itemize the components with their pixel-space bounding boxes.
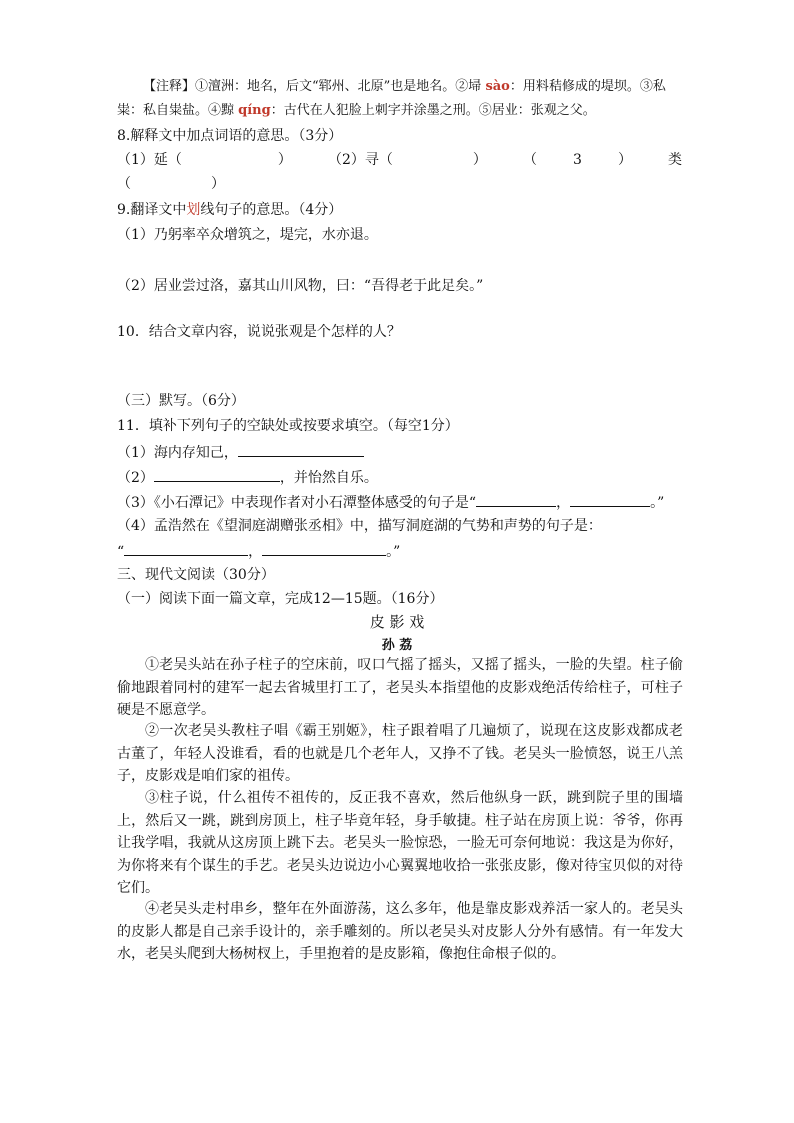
note-text: 粜：私自粜盐。④黥 [117,103,239,118]
q8-item-3-line2: （ ） [117,176,225,192]
q8-title: 8.解释文中加点词语的意思。（3分） [117,128,343,144]
part3-title: 三、现代文阅读（30分） [117,567,275,583]
answer-blank[interactable] [154,467,280,482]
note-text: 【注释】①澶洲：地名，后文“郓州、北原”也是地名。②埽 [143,79,486,94]
article-title: 皮 影 戏 [369,613,425,631]
q8-item-2: （2）寻（ ） [327,152,487,168]
pinyin-qing: qíng [238,103,271,118]
answer-blank[interactable] [238,442,364,457]
part3-sub: （一）阅读下面一篇文章，完成12—15题。（16分） [117,591,444,607]
q9-sentence-1: （1）乃躬率卒众增筑之，堤完，水亦退。 [117,227,378,243]
q8-item-3-num: 3 [572,152,582,168]
section3-title: （三）默写。（6分） [117,393,245,409]
q8-item-1: （1）延（ ） [117,152,292,168]
q9-red-char: 划 [186,202,201,218]
answer-blank[interactable] [476,492,556,507]
q9-title: 9.翻译文中划线句子的意思。（4分） [117,202,343,218]
pinyin-sao: sào [485,79,510,94]
q11-s1: （1）海内存知己， [117,442,682,462]
q8-items [117,151,682,169]
q8-item-3-word: 类 [668,152,682,168]
note-text: ：古代在人犯脸上刺字并涂墨之刑。⑤居业：张观之父。 [270,103,596,118]
q8-item-3-open: （ [522,152,537,168]
answer-blank[interactable] [124,541,248,556]
answer-blank[interactable] [262,541,386,556]
note-line-2 [117,102,682,120]
q11-title: 11．填补下列句子的空缺处或按要求填空。（每空1分） [117,418,459,434]
q11-s4-blanks: “ ， 。” [117,541,682,561]
answer-blank[interactable] [570,492,650,507]
q11-s2: （2） ，并怡然自乐。 [117,467,682,487]
q9-sentence-2: （2）居业尝过洛，嘉其山川风物，曰：“吾得老于此足矣。” [117,278,484,294]
q8-item-3-close: ） [617,152,632,168]
article-paragraph-3: ③柱子说，什么祖传不祖传的，反正我不喜欢，然后他纵身一跃，跳到院子里的围墙上，然后又一跳，跳到房顶上，柱子毕竟年轻，身手敏捷。柱子站在房顶上说：爷爷，你再让我学唱，我就从这房顶上跳下去。老吴头一脸惊恐，一脸无可奈何地说：我这是为你好，为你将来有个谋生的手艺。老吴头边说边小心翼翼地收拾一张张皮影，像对待宝贝似的对待它们。 [117,790,683,896]
article-paragraph-2: ②一次老吴头教柱子唱《霸王别姬》，柱子跟着唱了几遍烦了，说现在这皮影戏都成老古董了，年轻人没谁看，看的也就是几个老年人，又挣不了钱。老吴头一脸愤怒，说王八羔子，皮影戏是咱们家的祖传。 [117,723,683,784]
q11-s4: （4）孟浩然在《望洞庭湖赠张丞相》中，描写洞庭湖的气势和声势的句子是： [117,518,602,534]
q10-text: 10．结合文章内容，说说张观是个怎样的人？ [117,324,401,340]
note-line-1 [143,78,683,96]
q11-s3: （3）《小石潭记》中表现作者对小石潭整体感受的句子是“ ， 。” [117,492,682,512]
article-paragraph-1: ①老吴头站在孙子柱子的空床前，叹口气摇了摇头，又摇了摇头，一脸的失望。柱子偷偷地跟着同村的建军一起去省城里打工了，老吴头本指望他的皮影戏绝活传给柱子，可柱子硬是不愿意学。 [117,657,683,718]
article-author: 孙 荔 [381,638,413,653]
note-text: ：用料秸修成的堤坝。③私 [509,79,666,94]
article-paragraph-4: ④老吴头走村串乡，整年在外面游荡，这么多年，他是靠皮影戏养活一家人的。老吴头的皮影人都是自己亲手设计的，亲手雕刻的。所以老吴头对皮影人分外有感情。有一年发大水，老吴头爬到大杨树杈上，手里抱着的是皮影箱，像抱住命根子似的。 [117,901,683,962]
